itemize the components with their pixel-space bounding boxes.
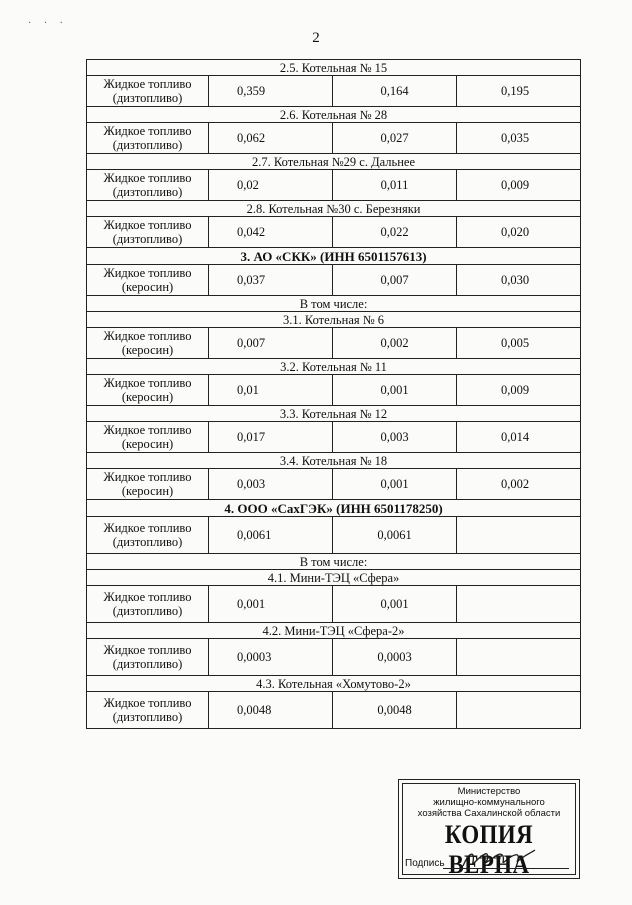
value-cell-v1: 0,02 <box>209 170 333 201</box>
fuel-table-body <box>87 60 581 729</box>
handwritten-signature <box>459 846 539 872</box>
table-row <box>87 375 581 406</box>
table-row <box>87 76 581 107</box>
value-cell-v3 <box>457 639 581 676</box>
subsection-header-row <box>87 570 581 586</box>
subsection-title: 4.2. Мини-ТЭЦ «Сфера-2» <box>87 623 581 639</box>
section-title: 4. ООО «СахГЭК» (ИНН 6501178250) <box>87 500 581 517</box>
value-cell-v2: 0,022 <box>333 217 457 248</box>
value-cell-v3: 0,009 <box>457 170 581 201</box>
fuel-subtype-label: (дизтопливо) <box>112 138 183 152</box>
value-cell-v2: 0,003 <box>333 422 457 453</box>
value-cell-v3: 0,005 <box>457 328 581 359</box>
fuel-type-cell <box>87 217 209 248</box>
stamp-title: КОПИЯ ВЕРНА <box>444 820 534 879</box>
subsection-header-row <box>87 312 581 328</box>
value-cell-v3: 0,020 <box>457 217 581 248</box>
value-cell-v1: 0,359 <box>209 76 333 107</box>
value-cell-v1: 0,01 <box>209 375 333 406</box>
subsection-header-row <box>87 676 581 692</box>
stamp-ministry-line: Министерство <box>457 786 521 797</box>
fuel-type-cell <box>87 517 209 554</box>
value-cell-v1: 0,0061 <box>209 517 333 554</box>
value-cell-v2: 0,007 <box>333 265 457 296</box>
value-cell-v2: 0,001 <box>333 469 457 500</box>
value-cell-v1: 0,003 <box>209 469 333 500</box>
subsection-title: 2.8. Котельная №30 с. Березняки <box>87 201 581 217</box>
value-cell-v2: 0,0048 <box>333 692 457 729</box>
section-title: 3. АО «СКК» (ИНН 6501157613) <box>87 248 581 265</box>
value-cell-v2: 0,164 <box>333 76 457 107</box>
table-row <box>87 639 581 676</box>
subsection-header-row <box>87 201 581 217</box>
subsection-header-row <box>87 554 581 570</box>
fuel-type-label: Жидкое топливо <box>103 376 192 390</box>
subsection-title: 3.3. Котельная № 12 <box>87 406 581 422</box>
subsection-header-row <box>87 60 581 76</box>
table-row <box>87 586 581 623</box>
subsection-title: 2.6. Котельная № 28 <box>87 107 581 123</box>
fuel-type-label: Жидкое топливо <box>103 696 192 710</box>
table-row <box>87 517 581 554</box>
fuel-type-cell <box>87 586 209 623</box>
fuel-subtype-label: (керосин) <box>121 484 174 498</box>
fuel-type-cell <box>87 76 209 107</box>
value-cell-v3 <box>457 517 581 554</box>
value-cell-v2: 0,011 <box>333 170 457 201</box>
fuel-type-label: Жидкое топливо <box>103 77 192 91</box>
value-cell-v2: 0,027 <box>333 123 457 154</box>
subsection-title: 3.2. Котельная № 11 <box>87 359 581 375</box>
fuel-type-cell <box>87 170 209 201</box>
value-cell-v3: 0,030 <box>457 265 581 296</box>
table-row <box>87 692 581 729</box>
value-cell-v3 <box>457 586 581 623</box>
fuel-subtype-label: (дизтопливо) <box>112 657 183 671</box>
value-cell-v3: 0,035 <box>457 123 581 154</box>
fuel-type-label: Жидкое топливо <box>103 266 192 280</box>
fuel-subtype-label: (дизтопливо) <box>112 185 183 199</box>
value-cell-v1: 0,007 <box>209 328 333 359</box>
value-cell-v1: 0,042 <box>209 217 333 248</box>
stamp-sign-label: Подпись <box>405 858 445 869</box>
fuel-subtype-label: (дизтопливо) <box>112 535 183 549</box>
fuel-subtype-label: (дизтопливо) <box>112 604 183 618</box>
value-cell-v3: 0,009 <box>457 375 581 406</box>
subsection-title: 4.1. Мини-ТЭЦ «Сфера» <box>87 570 581 586</box>
value-cell-v1: 0,037 <box>209 265 333 296</box>
fuel-type-cell <box>87 639 209 676</box>
fuel-type-cell <box>87 692 209 729</box>
subsection-header-row <box>87 359 581 375</box>
stamp-ministry-line: хозяйства Сахалинской области <box>417 808 561 819</box>
fuel-subtype-label: (дизтопливо) <box>112 91 183 105</box>
fuel-type-label: Жидкое топливо <box>103 643 192 657</box>
value-cell-v1: 0,062 <box>209 123 333 154</box>
fuel-type-label: Жидкое топливо <box>103 470 192 484</box>
subsection-title: 3.4. Котельная № 18 <box>87 453 581 469</box>
table-row <box>87 328 581 359</box>
table-row <box>87 123 581 154</box>
fuel-subtype-label: (дизтопливо) <box>112 710 183 724</box>
subsection-title: 2.5. Котельная № 15 <box>87 60 581 76</box>
fuel-type-label: Жидкое топливо <box>103 218 192 232</box>
copy-certified-stamp <box>398 779 580 879</box>
fuel-limits-table <box>86 59 581 729</box>
fuel-subtype-label: (керосин) <box>121 390 174 404</box>
section-header-row <box>87 248 581 265</box>
fuel-type-label: Жидкое топливо <box>103 124 192 138</box>
stamp-ministry-line: жилищно-коммунального <box>433 797 545 808</box>
fuel-subtype-label: (дизтопливо) <box>112 232 183 246</box>
subsection-title: 2.7. Котельная №29 с. Дальнее <box>87 154 581 170</box>
fuel-subtype-label: (керосин) <box>121 343 174 357</box>
fuel-type-label: Жидкое топливо <box>103 329 192 343</box>
value-cell-v1: 0,017 <box>209 422 333 453</box>
value-cell-v3: 0,014 <box>457 422 581 453</box>
value-cell-v2: 0,001 <box>333 375 457 406</box>
fuel-type-label: Жидкое топливо <box>103 521 192 535</box>
subsection-title: В том числе: <box>87 554 581 570</box>
subsection-title: 4.3. Котельная «Хомутово-2» <box>87 676 581 692</box>
value-cell-v2: 0,0003 <box>333 639 457 676</box>
subsection-title: В том числе: <box>87 296 581 312</box>
value-cell-v3: 0,195 <box>457 76 581 107</box>
subsection-title: 3.1. Котельная № 6 <box>87 312 581 328</box>
fuel-type-cell <box>87 375 209 406</box>
table-row <box>87 265 581 296</box>
subsection-header-row <box>87 406 581 422</box>
fuel-subtype-label: (керосин) <box>121 437 174 451</box>
fuel-type-cell <box>87 422 209 453</box>
value-cell-v2: 0,0061 <box>333 517 457 554</box>
value-cell-v2: 0,002 <box>333 328 457 359</box>
fuel-type-cell <box>87 123 209 154</box>
section-header-row <box>87 500 581 517</box>
page-number: 2 <box>312 30 320 46</box>
fuel-type-cell <box>87 265 209 296</box>
value-cell-v1: 0,0048 <box>209 692 333 729</box>
table-row <box>87 422 581 453</box>
fuel-subtype-label: (керосин) <box>121 280 174 294</box>
fuel-type-cell <box>87 328 209 359</box>
value-cell-v1: 0,0003 <box>209 639 333 676</box>
value-cell-v2: 0,001 <box>333 586 457 623</box>
subsection-header-row <box>87 107 581 123</box>
subsection-header-row <box>87 296 581 312</box>
value-cell-v3 <box>457 692 581 729</box>
table-row <box>87 170 581 201</box>
fuel-type-label: Жидкое топливо <box>103 590 192 604</box>
value-cell-v1: 0,001 <box>209 586 333 623</box>
subsection-header-row <box>87 154 581 170</box>
table-row <box>87 469 581 500</box>
subsection-header-row <box>87 623 581 639</box>
fuel-type-label: Жидкое топливо <box>103 171 192 185</box>
fuel-type-label: Жидкое топливо <box>103 423 192 437</box>
scan-specks: · · · <box>28 18 68 29</box>
subsection-header-row <box>87 453 581 469</box>
value-cell-v3: 0,002 <box>457 469 581 500</box>
table-row <box>87 217 581 248</box>
fuel-type-cell <box>87 469 209 500</box>
